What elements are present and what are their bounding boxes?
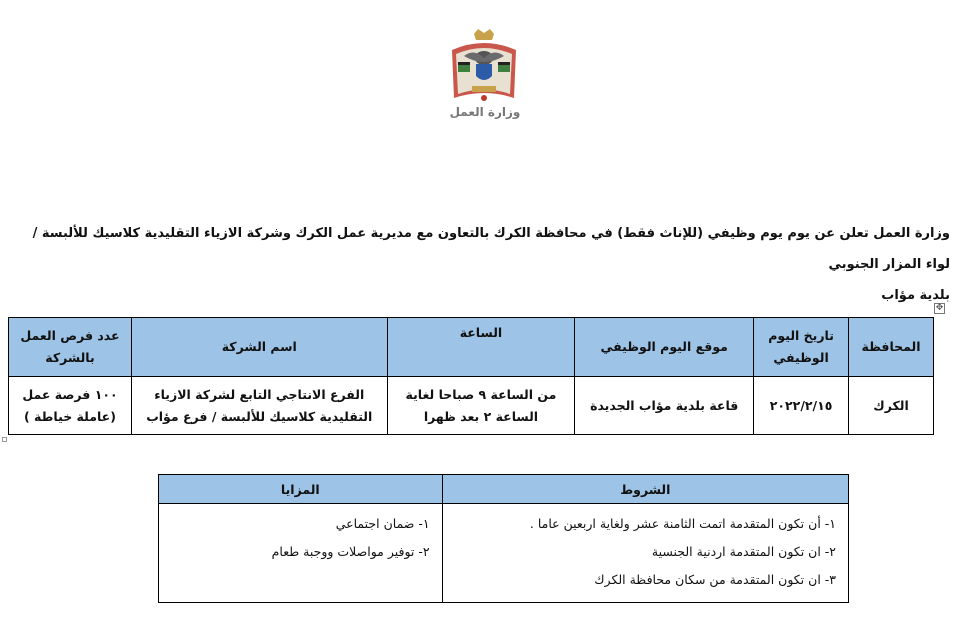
list-item: ٣- ان تكون المتقدمة من سكان محافظة الكرك [594,572,836,587]
announcement-text [25,218,950,311]
jordan-coat-of-arms-icon [442,28,526,108]
list-item: ٢- ان تكون المتقدمة اردنية الجنسية [651,544,836,559]
header-time: الساعة [387,318,575,377]
table-resize-handle[interactable] [2,437,7,442]
conditions-table [158,474,849,603]
event-table-header-row [9,318,934,377]
header-benefits: المزايا [159,475,443,504]
header-governorate: المحافظة [849,318,934,377]
header-location: موقع اليوم الوظيفي [575,318,754,377]
cell-company: الفرع الانتاجي التابع لشركة الازياء التقليدية كلاسيك للألبسة / فرع مؤاب [131,377,387,435]
table-move-handle-icon[interactable]: ✥ [935,303,944,313]
list-item: ١- ضمان اجتماعي [335,516,430,531]
cell-location: قاعة بلدية مؤاب الجديدة [575,377,754,435]
conditions-list [442,504,848,603]
table-row [159,504,849,603]
conditions-table-header-row [159,475,849,504]
benefits-list [159,504,443,603]
cell-openings: ١٠٠ فرصة عمل (عاملة خياطة ) [9,377,132,435]
announcement-line-2: بلدية مؤاب [881,288,950,303]
header-company: اسم الشركة [131,318,387,377]
announcement-line-1: وزارة العمل تعلن عن يوم يوم وظيفي (للإناث فقط) في محافظة الكرك بالتعاون مع مديرية عمل الكرك وشركة الازياء التقليدية كلاسيك للألبسة / لواء المزار الجنوبي [32,226,950,272]
event-table [8,317,934,435]
list-item: ١- أن تكون المتقدمة اتمت الثامنة عشر ولغاية اربعين عاما . [529,516,836,531]
header-date: تاريخ اليوم الوظيفي [754,318,849,377]
header-openings: عدد فرص العمل بالشركة [9,318,132,377]
list-item: ٢- توفير مواصلات ووجبة طعام [271,544,430,559]
ministry-name: وزارة العمل [449,105,521,119]
cell-date: ٢٠٢٢/٢/١٥ [754,377,849,435]
cell-time: من الساعة ٩ صباحا لغاية الساعة ٢ بعد ظهرا [387,377,575,435]
header-conditions: الشروط [442,475,848,504]
cell-governorate: الكرك [849,377,934,435]
table-row [9,377,934,435]
